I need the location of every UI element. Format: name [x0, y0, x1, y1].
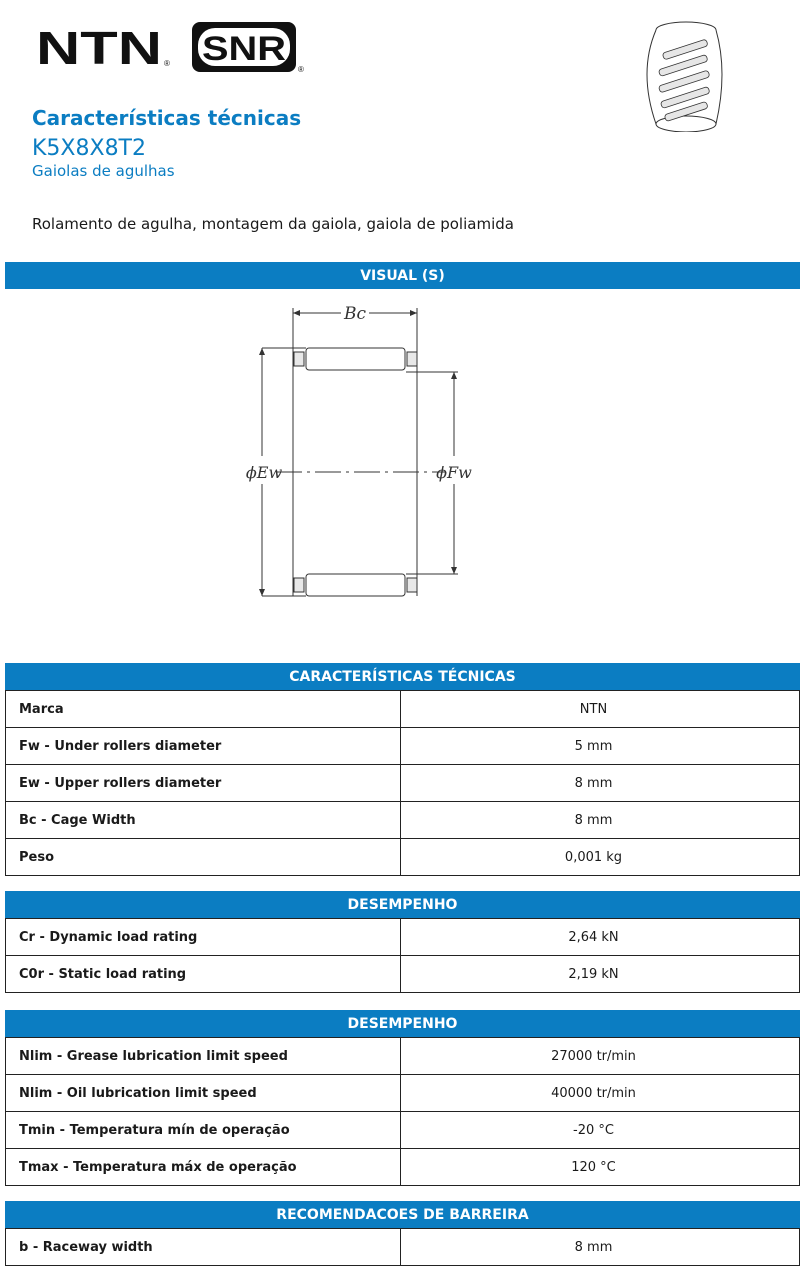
spec-label: Tmin - Temperatura mín de operação: [6, 1112, 401, 1149]
svg-text:®: ®: [164, 59, 170, 68]
product-code: K5X8X8T2: [32, 136, 146, 161]
spec-value: 8 mm: [401, 802, 800, 839]
table-row: [6, 919, 800, 956]
spec-value: NTN: [401, 691, 800, 728]
spec-label: b - Raceway width: [6, 1229, 401, 1266]
table-row: [6, 839, 800, 876]
ntn-logo-text: NTN: [36, 24, 162, 70]
spec-value: 5 mm: [401, 728, 800, 765]
spec-label: C0r - Static load rating: [6, 956, 401, 993]
spec-label: Nlim - Grease lubrication limit speed: [6, 1038, 401, 1075]
table-row: [6, 1229, 800, 1266]
spec-value: 2,19 kN: [401, 956, 800, 993]
performance-table: [5, 918, 800, 993]
table-row: [6, 802, 800, 839]
table-row: [6, 691, 800, 728]
tech-specs-section-header: CARACTERÍSTICAS TÉCNICAS: [5, 663, 800, 690]
table-row: [6, 1038, 800, 1075]
speed-temperature-section-header: DESEMPENHO: [5, 1010, 800, 1037]
spec-label: Nlim - Oil lubrication limit speed: [6, 1075, 401, 1112]
spec-label: Cr - Dynamic load rating: [6, 919, 401, 956]
bc-label: Bc: [343, 304, 367, 324]
spec-label: Fw - Under rollers diameter: [6, 728, 401, 765]
spec-label: Marca: [6, 691, 401, 728]
spec-value: 8 mm: [401, 1229, 800, 1266]
table-row: [6, 728, 800, 765]
ntn-logo: [36, 24, 174, 70]
visual-section-header: VISUAL (S): [5, 262, 800, 289]
speed-temperature-table: [5, 1037, 800, 1186]
snr-logo-text: SNR: [202, 30, 286, 68]
spec-value: 8 mm: [401, 765, 800, 802]
ew-label: ϕEw: [245, 463, 283, 482]
needle-cage-image: [628, 12, 728, 132]
spec-value: 2,64 kN: [401, 919, 800, 956]
table-row: [6, 1112, 800, 1149]
table-row: [6, 1075, 800, 1112]
barrier-recommendations-section-header: RECOMENDACOES DE BARREIRA: [5, 1201, 800, 1228]
spec-value: 27000 tr/min: [401, 1038, 800, 1075]
svg-text:®: ®: [298, 65, 304, 74]
table-row: [6, 765, 800, 802]
table-row: [6, 1149, 800, 1186]
performance-section-header: DESEMPENHO: [5, 891, 800, 918]
spec-value: -20 °C: [401, 1112, 800, 1149]
page-title: Características técnicas: [32, 106, 302, 130]
product-category: Gaiolas de agulhas: [32, 162, 175, 180]
spec-label: Tmax - Temperatura máx de operação: [6, 1149, 401, 1186]
spec-value: 40000 tr/min: [401, 1075, 800, 1112]
bearing-dimension-diagram: [236, 296, 486, 606]
spec-label: Peso: [6, 839, 401, 876]
spec-value: 0,001 kg: [401, 839, 800, 876]
tech-specs-table: [5, 690, 800, 876]
spec-label: Ew - Upper rollers diameter: [6, 765, 401, 802]
spec-label: Bc - Cage Width: [6, 802, 401, 839]
fw-label: ϕFw: [436, 463, 472, 482]
spec-value: 120 °C: [401, 1149, 800, 1186]
snr-logo: [190, 20, 310, 76]
table-row: [6, 956, 800, 993]
product-description: Rolamento de agulha, montagem da gaiola, gaiola de poliamida: [32, 215, 514, 233]
barrier-recommendations-table: [5, 1228, 800, 1266]
